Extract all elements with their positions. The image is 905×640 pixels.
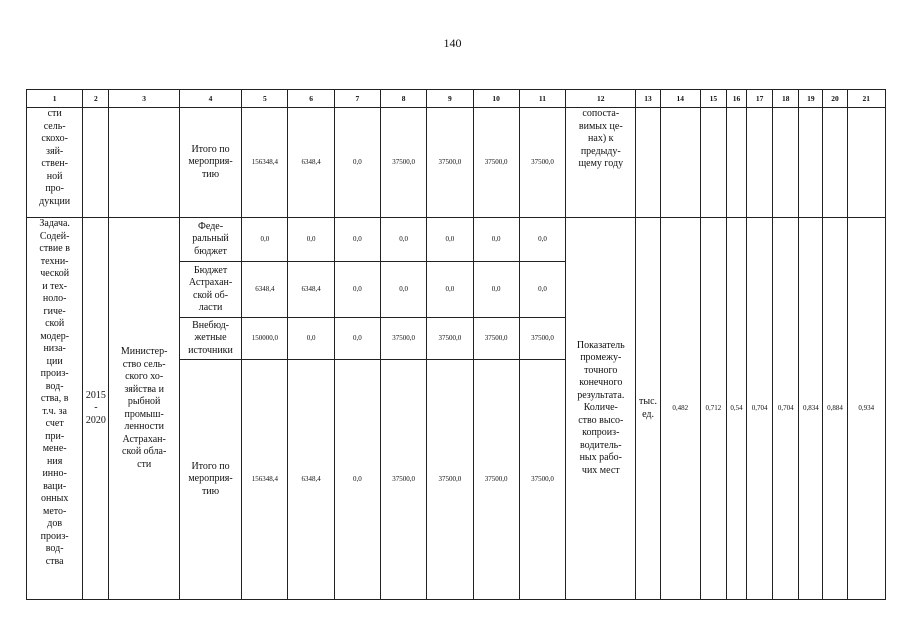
- value-cell: 6348,4: [288, 360, 334, 600]
- value-cell: 37500,0: [473, 360, 519, 600]
- value-cell: 0,0: [427, 218, 473, 262]
- col-header: 4: [179, 90, 241, 108]
- funding-source-cell: Феде- ральный бюджет: [179, 218, 241, 262]
- executor-cell: [109, 108, 179, 218]
- value-cell: 37500,0: [381, 318, 427, 360]
- col-header: 9: [427, 90, 473, 108]
- value-cell: 0,0: [288, 218, 334, 262]
- value-cell: 0,0: [473, 218, 519, 262]
- value-cell: 0,0: [427, 262, 473, 318]
- col-header: 12: [566, 90, 636, 108]
- value-cell: 37500,0: [427, 318, 473, 360]
- indicator-value-cell: [773, 108, 799, 218]
- value-cell: 37500,0: [519, 360, 565, 600]
- indicator-value-cell: 0,704: [773, 218, 799, 600]
- indicator-value-cell: [726, 108, 746, 218]
- col-header: 14: [660, 90, 700, 108]
- value-cell: 37500,0: [473, 318, 519, 360]
- value-cell: 37500,0: [381, 360, 427, 600]
- value-cell: 0,0: [519, 262, 565, 318]
- value-cell: 156348,4: [242, 360, 288, 600]
- col-header: 19: [799, 90, 823, 108]
- period-cell: [83, 108, 109, 218]
- indicator-value-cell: 0,482: [660, 218, 700, 600]
- col-header: 21: [847, 90, 885, 108]
- page-number: 140: [443, 36, 462, 50]
- funding-source-cell: Итого по мероприя- тию: [179, 360, 241, 600]
- col-header: 10: [473, 90, 519, 108]
- unit-cell: тыс. ед.: [636, 218, 660, 600]
- col-header: 20: [823, 90, 847, 108]
- funding-source-cell: Итого по мероприя- тию: [179, 108, 241, 218]
- col-header: 16: [726, 90, 746, 108]
- col-header: 1: [27, 90, 83, 108]
- value-cell: 37500,0: [473, 108, 519, 218]
- col-header: 11: [519, 90, 565, 108]
- indicator-value-cell: 0,704: [747, 218, 773, 600]
- task-cell: Задача. Содей- ствие в техни- ческой и тех- ноло- гиче- ской модер- низа- ции произ- вод- ства, в т.ч. за счет при- мене- ния инно- ваци- онных мето- дов произ- вод- ства: [27, 218, 83, 600]
- value-cell: 37500,0: [381, 108, 427, 218]
- col-header: 17: [747, 90, 773, 108]
- header-row: [27, 90, 886, 108]
- program-table: [26, 89, 886, 600]
- value-cell: 150000,0: [242, 318, 288, 360]
- col-header: 7: [334, 90, 380, 108]
- value-cell: 0,0: [519, 218, 565, 262]
- value-cell: 6348,4: [288, 108, 334, 218]
- col-header: 5: [242, 90, 288, 108]
- indicator-value-cell: 0,934: [847, 218, 885, 600]
- funding-source-cell: Бюджет Астрахан- ской об- ласти: [179, 262, 241, 318]
- indicator-value-cell: [823, 108, 847, 218]
- value-cell: 0,0: [473, 262, 519, 318]
- indicator-value-cell: [747, 108, 773, 218]
- value-cell: 0,0: [381, 262, 427, 318]
- value-cell: 0,0: [334, 262, 380, 318]
- indicator-value-cell: 0,884: [823, 218, 847, 600]
- value-cell: 37500,0: [519, 318, 565, 360]
- value-cell: 0,0: [334, 108, 380, 218]
- value-cell: 37500,0: [427, 108, 473, 218]
- indicator-value-cell: 0,54: [726, 218, 746, 600]
- indicator-cell: сопоста- вимых це- нах) к предыду- щему году: [566, 108, 636, 218]
- value-cell: 156348,4: [242, 108, 288, 218]
- indicator-value-cell: [660, 108, 700, 218]
- col-header: 15: [700, 90, 726, 108]
- value-cell: 0,0: [334, 360, 380, 600]
- value-cell: 0,0: [242, 218, 288, 262]
- table-row: [27, 218, 886, 262]
- task-cell: сти сель- скохо- зяй- ствен- ной про- дукции: [27, 108, 83, 218]
- col-header: 6: [288, 90, 334, 108]
- executor-cell: Министер- ство сель- ского хо- зяйства и рыбной промыш- ленности Астрахан- ской обла- сти: [109, 218, 179, 600]
- col-header: 8: [381, 90, 427, 108]
- value-cell: 6348,4: [288, 262, 334, 318]
- col-header: 13: [636, 90, 660, 108]
- value-cell: 37500,0: [427, 360, 473, 600]
- value-cell: 0,0: [334, 218, 380, 262]
- indicator-value-cell: [700, 108, 726, 218]
- col-header: 3: [109, 90, 179, 108]
- indicator-value-cell: 0,712: [700, 218, 726, 600]
- value-cell: 0,0: [381, 218, 427, 262]
- unit-cell: [636, 108, 660, 218]
- value-cell: 0,0: [334, 318, 380, 360]
- indicator-value-cell: [799, 108, 823, 218]
- col-header: 18: [773, 90, 799, 108]
- value-cell: 37500,0: [519, 108, 565, 218]
- indicator-cell: Показатель промежу- точного конечного результата. Количе- ство высо- копроиз- водитель- ных рабо- чих мест: [566, 218, 636, 600]
- value-cell: 6348,4: [242, 262, 288, 318]
- indicator-value-cell: 0,834: [799, 218, 823, 600]
- indicator-value-cell: [847, 108, 885, 218]
- period-cell: 2015 - 2020: [83, 218, 109, 600]
- funding-source-cell: Внебюд- жетные источники: [179, 318, 241, 360]
- col-header: 2: [83, 90, 109, 108]
- value-cell: 0,0: [288, 318, 334, 360]
- table-row: [27, 108, 886, 218]
